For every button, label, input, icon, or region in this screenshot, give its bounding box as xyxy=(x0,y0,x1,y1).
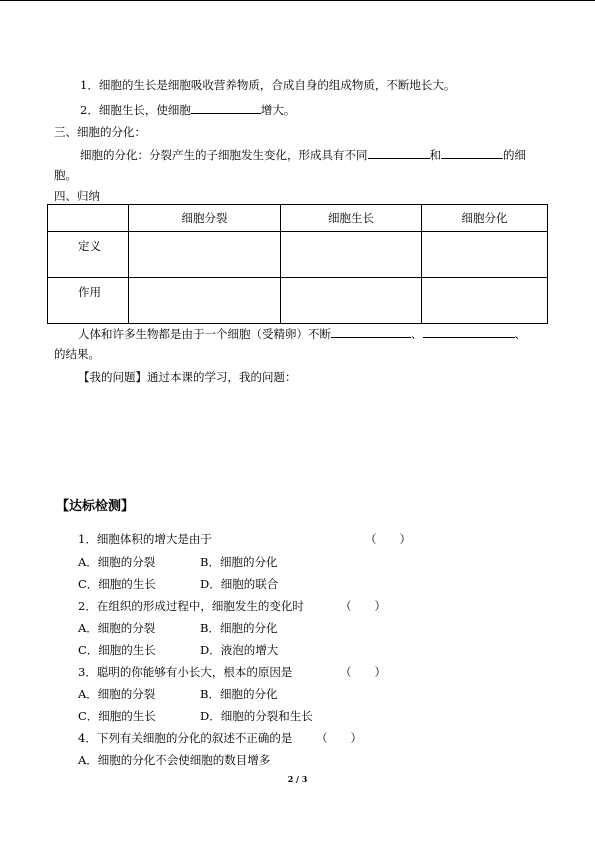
option: C．细胞的生长 xyxy=(78,709,156,723)
table-cell[interactable] xyxy=(129,278,281,324)
section-heading-differentiation: 三、细胞的分化： xyxy=(54,125,146,139)
answer-paren[interactable]: （ ） xyxy=(340,599,386,613)
table-row xyxy=(48,232,548,278)
question-stem: 2．在组织的形成过程中，细胞发生的变化时 xyxy=(78,599,304,613)
fill-blank[interactable] xyxy=(368,146,430,159)
table-header-cell xyxy=(48,205,129,232)
option: B．细胞的分化 xyxy=(200,621,278,635)
definition-text: 细胞的分化：分裂产生的子细胞发生变化，形成具有不同 xyxy=(80,148,368,162)
table-cell[interactable] xyxy=(422,278,548,324)
summary-continuation: 的结果。 xyxy=(54,347,100,361)
header-rule xyxy=(0,0,595,1)
growth-point-2-text: 2．细胞生长，使细胞 xyxy=(80,103,191,117)
option: D．液泡的增大 xyxy=(200,643,279,657)
summary-separator: 、 xyxy=(411,327,423,341)
growth-point-2-end: 增大。 xyxy=(260,103,296,117)
fill-blank[interactable] xyxy=(423,325,515,338)
option: A．细胞的分化不会使细胞的数目增多 xyxy=(78,753,271,767)
table-cell[interactable] xyxy=(129,232,281,278)
definition-end: 的细 xyxy=(503,148,526,162)
table-header-cell: 细胞分化 xyxy=(422,205,548,232)
question-stem: 4．下列有关细胞的分化的叙述不正确的是 xyxy=(78,731,293,745)
table-cell[interactable] xyxy=(281,232,422,278)
option: C．细胞的生长 xyxy=(78,643,156,657)
question-stem: 3．聪明的你能够有小长大，根本的原因是 xyxy=(78,665,293,679)
answer-paren[interactable]: （ ） xyxy=(340,665,386,679)
option: A．细胞的分裂 xyxy=(78,555,156,569)
question-stem: 1．细胞体积的增大是由于 xyxy=(78,532,212,546)
table-cell[interactable] xyxy=(422,232,548,278)
table-header-row xyxy=(48,205,548,232)
table-row xyxy=(48,278,548,324)
row-label: 作用 xyxy=(48,278,129,324)
definition-and: 和 xyxy=(429,148,441,162)
summary-sentence xyxy=(78,325,526,342)
differentiation-definition xyxy=(80,146,526,163)
option: A．细胞的分裂 xyxy=(78,621,156,635)
option: B．细胞的分化 xyxy=(200,687,278,701)
summary-text: 人体和许多生物都是由于一个细胞（受精卵）不断 xyxy=(78,327,331,341)
option: D．细胞的联合 xyxy=(200,577,279,591)
table-header-cell: 细胞分裂 xyxy=(129,205,281,232)
answer-paren[interactable]: （ ） xyxy=(365,532,411,546)
summary-table xyxy=(47,204,548,324)
fill-blank[interactable] xyxy=(191,101,261,114)
section-heading-summary: 四、归纳 xyxy=(54,189,100,203)
growth-point-1: 1．细胞的生长是细胞吸收营养物质，合成自身的组成物质，不断地长大。 xyxy=(80,78,456,92)
row-label: 定义 xyxy=(48,232,129,278)
option: A．细胞的分裂 xyxy=(78,687,156,701)
page-number: 2 / 3 xyxy=(287,774,308,784)
summary-separator: 、 xyxy=(514,327,526,341)
option: B．细胞的分化 xyxy=(200,555,278,569)
test-section-title: 【达标检测】 xyxy=(56,499,135,514)
table-cell[interactable] xyxy=(281,278,422,324)
table-header-cell: 细胞生长 xyxy=(281,205,422,232)
fill-blank[interactable] xyxy=(441,146,503,159)
growth-point-2 xyxy=(80,101,295,118)
fill-blank[interactable] xyxy=(331,325,411,338)
option: C．细胞的生长 xyxy=(78,577,156,591)
my-question: 【我的问题】通过本课的学习，我的问题： xyxy=(78,370,297,384)
option: D．细胞的分裂和生长 xyxy=(200,709,313,723)
answer-paren[interactable]: （ ） xyxy=(316,731,362,745)
definition-continuation: 胞。 xyxy=(54,168,77,182)
